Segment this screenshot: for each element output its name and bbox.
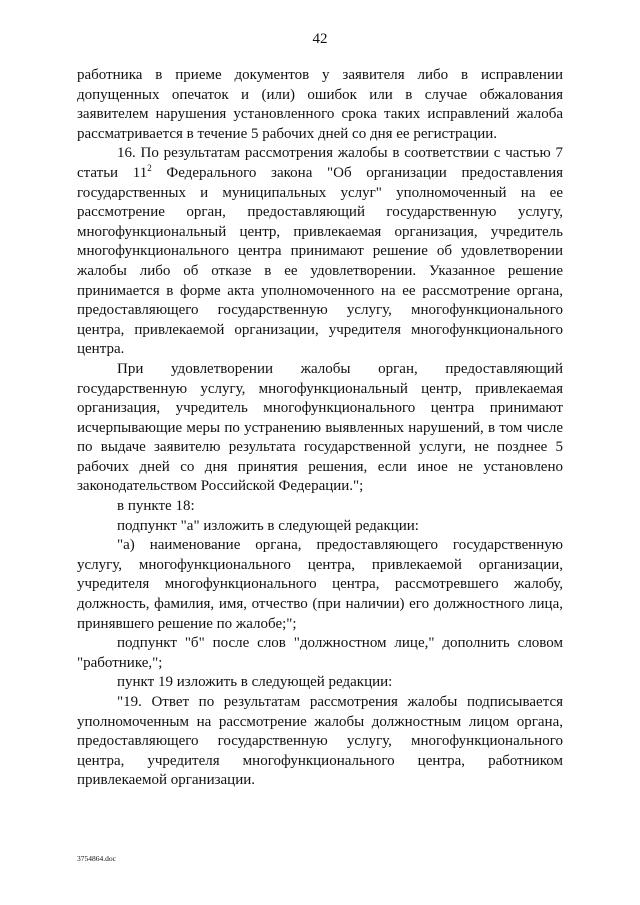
paragraph: работника в приеме документов у заявителя либо в исправлении допущенных опечаток и (или) ошибок или в случае обжалования заявителем нарушения установленного срока таких исправлений жалоба рассматривается в течение 5 рабочих дней со дня ее регистрации. (77, 67, 563, 142)
paragraph-16-text: Федерального закона "Об организации предоставления государственных и муниципальных услуг" уполномоченный на ее рассмотрение орган, предоставляющий государственную услугу, многофункциональный центр, привлекаемая организация, учредитель многофункционального центра принимают решение об удовлетворении жалобы либо об отказе в ее удовлетворении. Указанное решение принимается в форме акта уполномоченного на ее рассмотрение органа, предоставляющего государственную услугу, многофункционального центра, привлекаемой организации, учредителя многофункционального центра. (77, 164, 563, 358)
footer-doc-code: 3754864.doc (77, 854, 116, 863)
document-body (77, 66, 563, 791)
paragraph-16-lead: 16. По результатам рассмотрения жалобы в соответствии с частью 7 статьи 11 (77, 145, 563, 181)
paragraph: "а) наименование органа, предоставляющего государственную услугу, многофункционального центра, привлекаемой организации, учредителя многофункционального центра, рассмотревшего жалобу, должность, фамилия, имя, отчество (при наличии) его должностного лица, принявшего решение по жалобе;"; (77, 537, 563, 632)
paragraph: в пункте 18: (117, 498, 195, 515)
paragraph: "19. Ответ по результатам рассмотрения жалобы подписывается уполномоченным на рассмотрение жалобы должностным лицом органа, предоставляющего государственную услугу, многофункционального центра, учредителя многофункционального центра, работником привлекаемой организации. (77, 694, 563, 789)
paragraph: подпункт "б" после слов "должностном лице," дополнить словом "работнике,"; (77, 635, 563, 671)
paragraph: При удовлетворении жалобы орган, предоставляющий государственную услугу, многофункциональный центр, привлекаемая организация, учредитель многофункционального центра принимают исчерпывающие меры по устранению выявленных нарушений, в том числе по выдаче заявителю результата государственной услуги, не позднее 5 рабочих дней со дня принятия решения, если иное не установлено законодательством Российской Федерации."; (77, 360, 563, 495)
paragraph: пункт 19 изложить в следующей редакции: (117, 674, 393, 691)
superscript: 2 (147, 162, 152, 173)
paragraph: подпункт "а" изложить в следующей редакции: (117, 517, 419, 534)
paragraph-16 (77, 144, 563, 360)
page-number: 42 (312, 31, 328, 47)
